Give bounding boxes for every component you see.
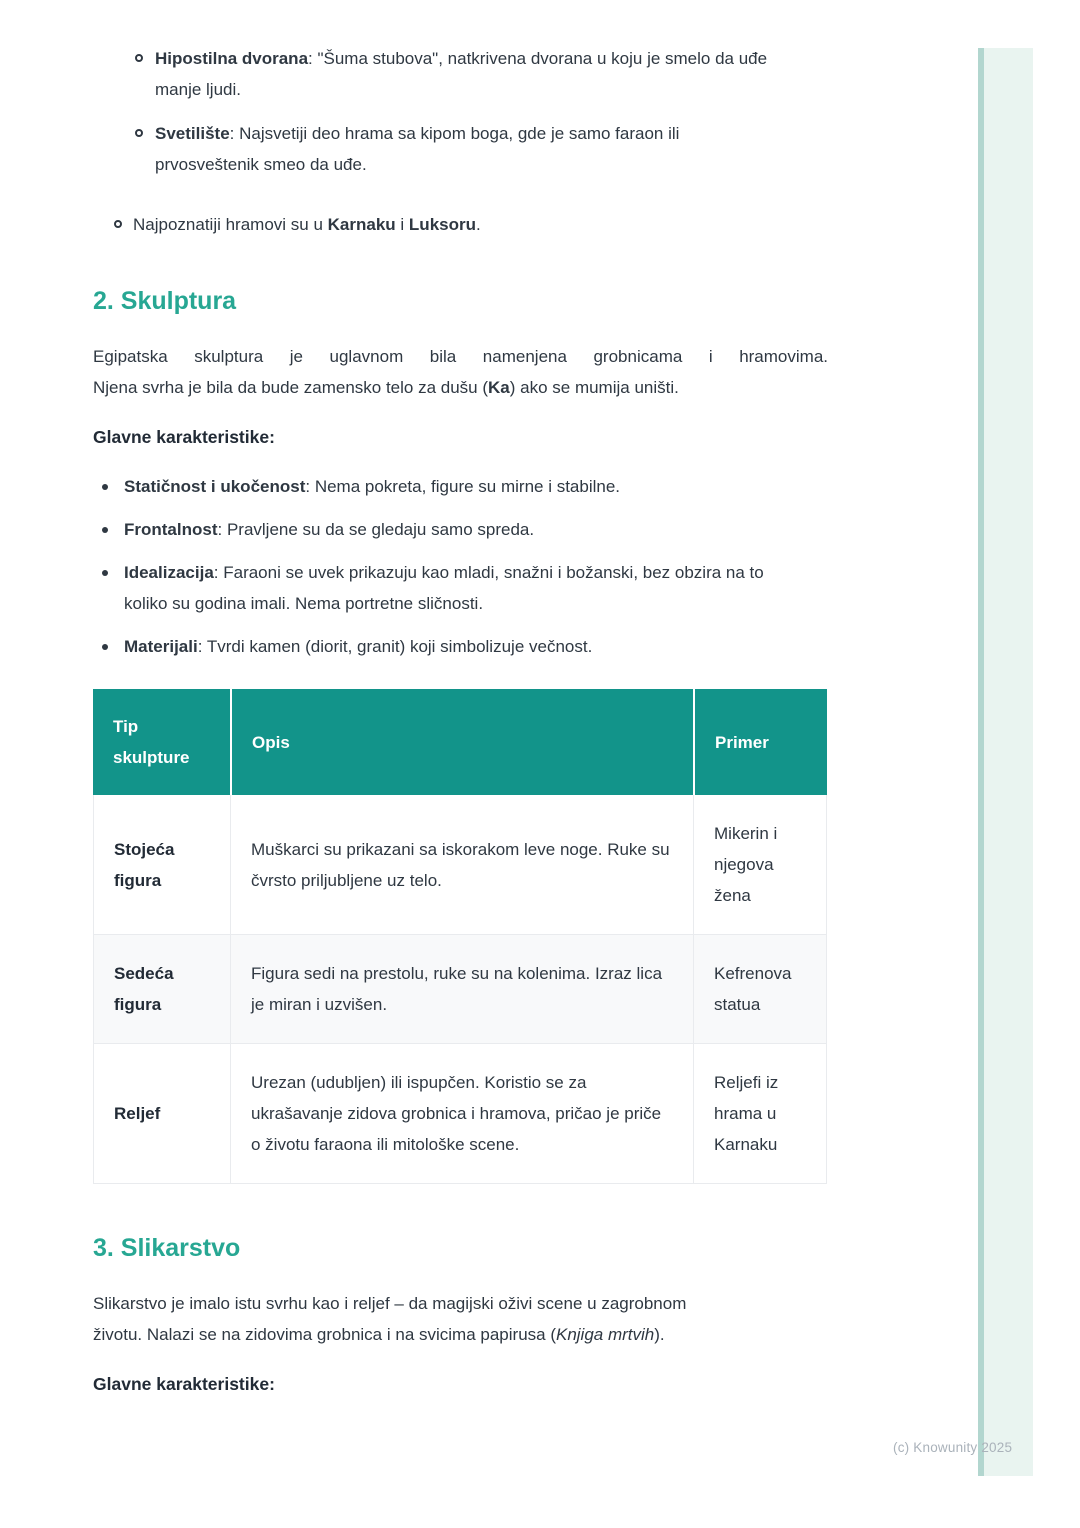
list-item [93,557,803,619]
characteristics-label: Glavne karakteristike: [93,427,275,447]
list-item [93,471,803,502]
column-header-tip: Tip skulpture [93,689,230,795]
circle-bullet-icon [114,220,122,228]
intro-list [93,0,828,240]
term-label: Karnaku [327,215,396,234]
circle-bullet-icon [135,129,143,137]
characteristics-list [93,471,828,662]
term-label: Frontalnost [124,520,218,539]
table-row [93,1044,827,1184]
cell-primer: Kefrenova statua [693,935,827,1044]
column-header-primer: Primer [693,689,827,795]
skulptura-paragraph [93,341,828,403]
section-heading-slikarstvo: 3. Slikarstvo [93,1234,241,1262]
paragraph-line: Njena svrha je bila da bude zamensko telo za dušu (Ka) ako se mumija uništi. [93,378,679,397]
paragraph-line: životu. Nalazi se na zidovima grobnica i na svicima papirusa (Knjiga mrtvih). [93,1325,665,1344]
cell-opis: Figura sedi na prestolu, ruke su na kolenima. Izraz lica je miran i uzvišen. [230,935,693,1044]
section-heading-skulptura: 2. Skulptura [93,287,237,315]
list-item [93,209,828,240]
dot-bullet-icon [102,484,108,490]
dot-bullet-icon [102,644,108,650]
slikarstvo-paragraph [93,1288,828,1350]
table-row [93,935,827,1044]
cell-opis: Urezan (udubljen) ili ispupčen. Koristio se za ukrašavanje zidova grobnica i hramova, pričao je priče o životu faraona ili mitološke scene. [230,1044,693,1184]
cell-tip: Stojeća figura [93,795,230,935]
term-label: Hipostilna dvorana [155,49,309,68]
list-item-text: Materijali: Tvrdi kamen (diorit, granit) koji simbolizuje večnost. [124,637,593,656]
paragraph-line: Egipatska skulptura je uglavnom bila namenjena grobnicama i hramovima. [93,347,828,366]
list-item [93,631,803,662]
list-item-text: Najpoznatiji hramovi su u Karnaku i Luksoru. [133,215,481,234]
cell-primer: Mikerin i njegova žena [693,795,827,935]
term-label: Materijali [124,637,198,656]
table-row [93,795,827,935]
term-label: Idealizacija [124,563,214,582]
term-label: Svetilište [155,124,230,143]
cell-primer: Reljefi iz hrama u Karnaku [693,1044,827,1184]
cell-tip: Reljef [93,1044,230,1184]
term-label: Luksoru [408,215,476,234]
cell-opis: Muškarci su prikazani sa iskorakom leve noge. Ruke su čvrsto priljubljene uz telo. [230,795,693,935]
dot-bullet-icon [102,570,108,576]
paragraph-line: Slikarstvo je imalo istu svrhu kao i reljef – da magijski oživi scene u zagrobnom [93,1294,687,1313]
list-item [93,514,803,545]
list-item-text: Idealizacija: Faraoni se uvek prikazuju kao mladi, snažni i božanski, bez obzira na to koliko su godina imali. Nema portretne sličnosti. [124,563,764,613]
list-item-text: Statičnost i ukočenost: Nema pokreta, figure su mirne i stabilne. [124,477,621,496]
sculpture-types-table [93,689,827,1184]
copyright-watermark: (c) Knowunity 2025 [893,1440,1013,1455]
cell-tip: Sedeća figura [93,935,230,1044]
list-item-text: Svetilište: Najsvetiji deo hrama sa kipom boga, gde je samo faraon ili prvosveštenik smeo da uđe. [155,124,680,174]
document-content [93,0,828,1395]
circle-bullet-icon [135,54,143,62]
column-header-opis: Opis [230,689,693,795]
characteristics-label: Glavne karakteristike: [93,1374,275,1394]
list-item-text: Hipostilna dvorana: "Šuma stubova", natkrivena dvorana u koju je smelo da uđe manje ljudi. [155,49,768,99]
list-item [93,43,775,105]
book-title: Knjiga mrtvih [555,1325,655,1344]
list-item-text: Frontalnost: Pravljene su da se gledaju samo spreda. [124,520,535,539]
term-label: Ka [488,378,510,397]
dot-bullet-icon [102,527,108,533]
term-label: Statičnost i ukočenost [124,477,306,496]
table-header [93,689,827,795]
list-item [93,118,775,180]
side-accent-bar [978,48,1033,1476]
